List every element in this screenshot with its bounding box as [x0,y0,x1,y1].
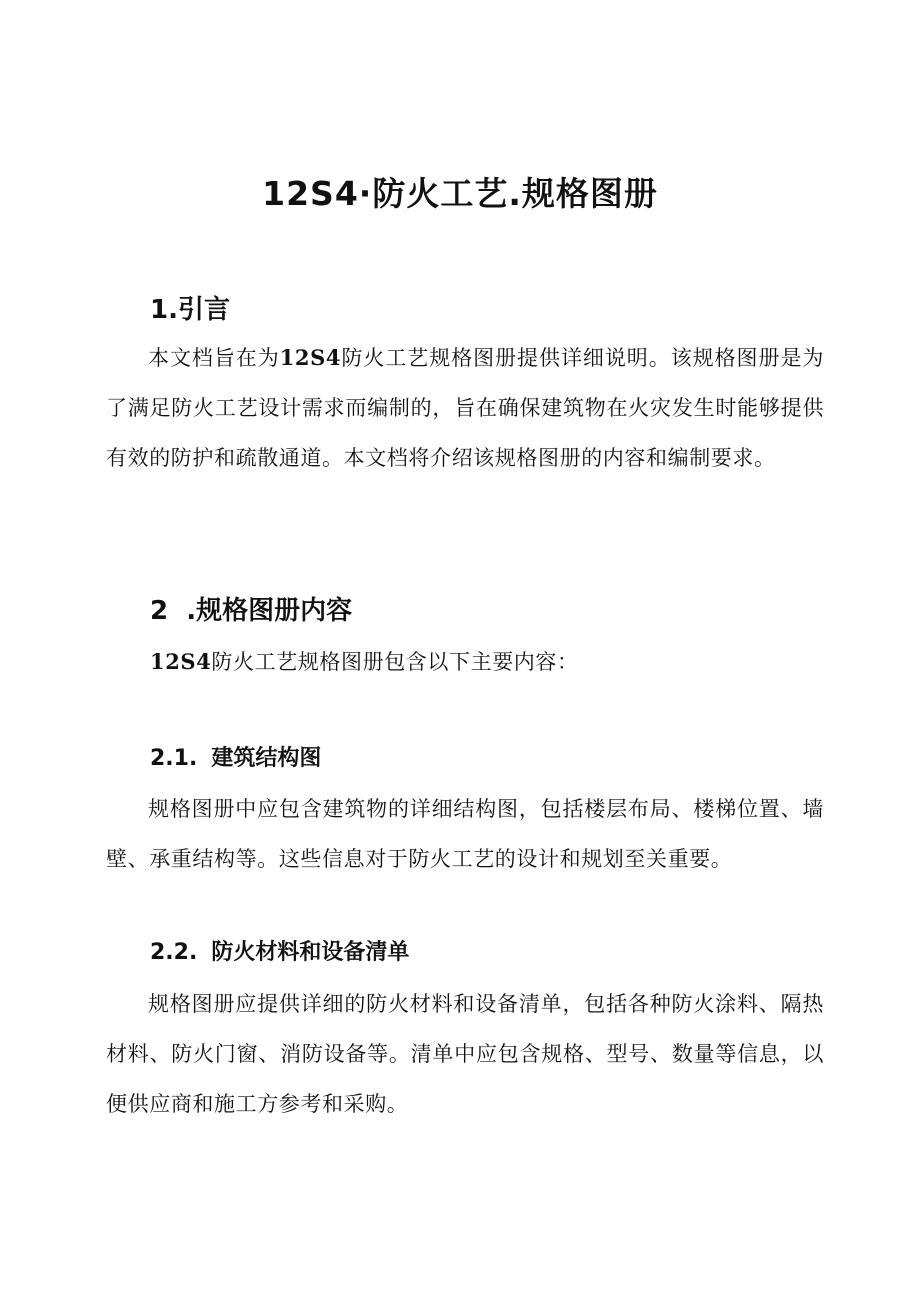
section-1-title: 引言 [177,295,230,325]
subsection-2-1-title: 建筑结构图 [211,746,322,771]
section-2-lead-text: 防火工艺规格图册包含以下主要内容： [211,650,579,674]
section-1-paragraph-post: 防火工艺规格图册提供详细说明。该规格图册是为了满足防火工艺设计需求而编制的，旨在确保建筑物在火灾发生时能够提供有效的防护和疏散通道。本文档将介绍该规格图册的内容和编制要求。 [106,346,824,470]
subsection-2-2-heading [150,937,409,969]
section-1-heading [150,292,230,328]
document-title: 12S4·防火工艺.规格图册 [262,174,658,213]
section-1-paragraph-pre: 本文档旨在为 [148,346,280,370]
section-2-lead-code: 12S4 [150,649,212,674]
section-1-number: 1. [150,295,178,325]
section-2-lead [150,646,579,678]
subsection-2-1-number: 2.1. [150,746,198,771]
subsection-2-1-paragraph: 规格图册中应包含建筑物的详细结构图，包括楼层布局、楼梯位置、墙壁、承重结构等。这些信息对于防火工艺的设计和规划至关重要。 [106,797,824,871]
subsection-2-2-paragraph: 规格图册应提供详细的防火材料和设备清单，包括各种防火涂料、隔热材料、防火门窗、消防设备等。清单中应包含规格、型号、数量等信息，以便供应商和施工方参考和采购。 [106,992,824,1116]
section-2-number: 2 [150,596,169,626]
subsection-2-1-heading [150,743,321,775]
section-2-title: .规格图册内容 [186,596,353,626]
subsection-2-2-title: 防火材料和设备清单 [211,940,410,965]
subsection-2-2-number: 2.2. [150,940,198,965]
section-1-paragraph-code: 12S4 [279,345,342,370]
section-2-heading [150,593,352,629]
section-1-paragraph [106,333,824,483]
